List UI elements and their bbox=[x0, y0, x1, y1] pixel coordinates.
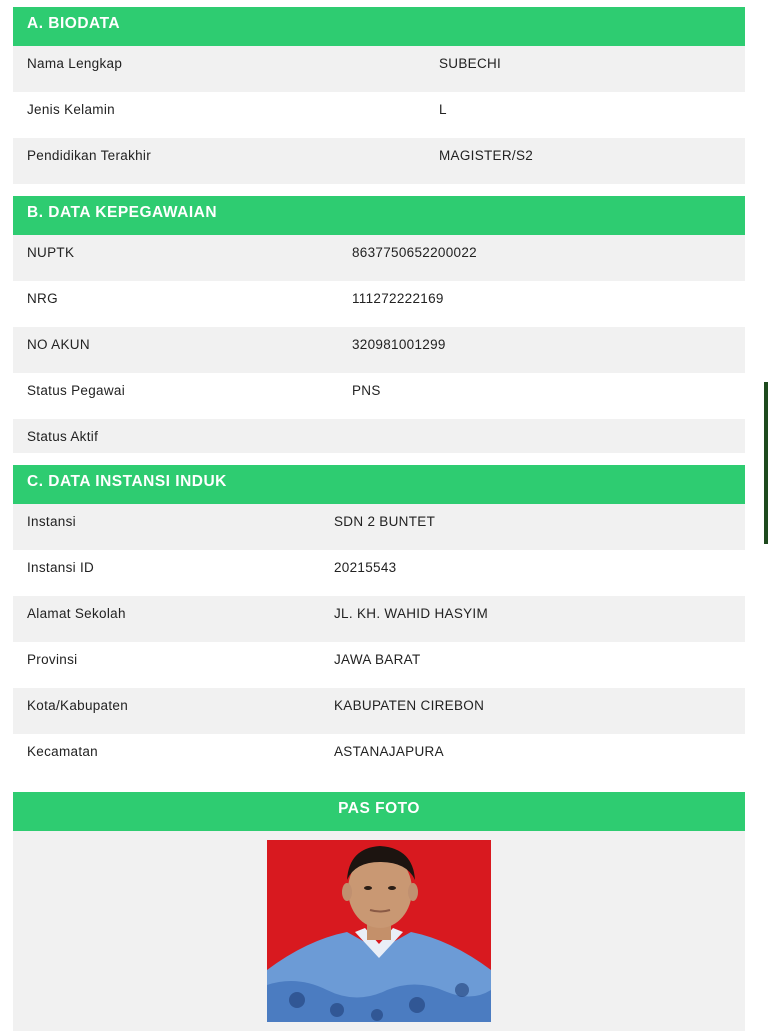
row-label: Instansi ID bbox=[27, 560, 95, 575]
row-label: Alamat Sekolah bbox=[27, 606, 126, 621]
row-value: JL. KH. WAHID HASYIM bbox=[334, 606, 489, 621]
table-row bbox=[13, 46, 745, 92]
profile-photo bbox=[267, 840, 491, 1022]
row-value: L bbox=[439, 102, 447, 117]
section-header-pas-foto: PAS FOTO bbox=[13, 792, 745, 831]
photo-area bbox=[13, 831, 745, 1031]
table-row bbox=[13, 688, 745, 734]
profile-card bbox=[13, 7, 745, 1031]
section-header-instansi: C. DATA INSTANSI INDUK bbox=[13, 465, 745, 504]
table-row bbox=[13, 504, 745, 550]
table-row bbox=[13, 734, 745, 780]
section-header-biodata: A. BIODATA bbox=[13, 7, 745, 46]
section-gap bbox=[13, 184, 745, 196]
row-label: Status Aktif bbox=[27, 429, 99, 444]
section-header-kepegawaian: B. DATA KEPEGAWAIAN bbox=[13, 196, 745, 235]
row-value: SDN 2 BUNTET bbox=[334, 514, 436, 529]
row-value: 8637750652200022 bbox=[352, 245, 477, 260]
section-gap bbox=[13, 453, 745, 465]
row-label: Pendidikan Terakhir bbox=[27, 148, 152, 163]
table-row bbox=[13, 327, 745, 373]
table-row bbox=[13, 373, 745, 419]
row-value: 111272222169 bbox=[352, 291, 444, 306]
row-label: Kota/Kabupaten bbox=[27, 698, 129, 713]
table-row bbox=[13, 550, 745, 596]
row-label: NUPTK bbox=[27, 245, 75, 260]
row-label: Instansi bbox=[27, 514, 76, 529]
section-gap bbox=[13, 780, 745, 792]
table-row bbox=[13, 419, 745, 453]
row-label: Kecamatan bbox=[27, 744, 98, 759]
row-value: PNS bbox=[352, 383, 381, 398]
row-label: NO AKUN bbox=[27, 337, 90, 352]
table-row bbox=[13, 138, 745, 184]
table-row bbox=[13, 235, 745, 281]
person-portrait-icon bbox=[267, 840, 491, 1022]
scroll-edge bbox=[764, 382, 768, 544]
row-value: SUBECHI bbox=[439, 56, 502, 71]
row-label: Jenis Kelamin bbox=[27, 102, 115, 117]
row-value: 20215543 bbox=[334, 560, 397, 575]
table-row bbox=[13, 596, 745, 642]
row-label: Nama Lengkap bbox=[27, 56, 123, 71]
table-row bbox=[13, 281, 745, 327]
row-value: KABUPATEN CIREBON bbox=[334, 698, 485, 713]
row-value: JAWA BARAT bbox=[334, 652, 421, 667]
table-row bbox=[13, 92, 745, 138]
table-row bbox=[13, 642, 745, 688]
row-value: ASTANAJAPURA bbox=[334, 744, 444, 759]
row-value: 320981001299 bbox=[352, 337, 446, 352]
row-label: Provinsi bbox=[27, 652, 78, 667]
row-label: Status Pegawai bbox=[27, 383, 126, 398]
row-label: NRG bbox=[27, 291, 58, 306]
row-value: MAGISTER/S2 bbox=[439, 148, 534, 163]
